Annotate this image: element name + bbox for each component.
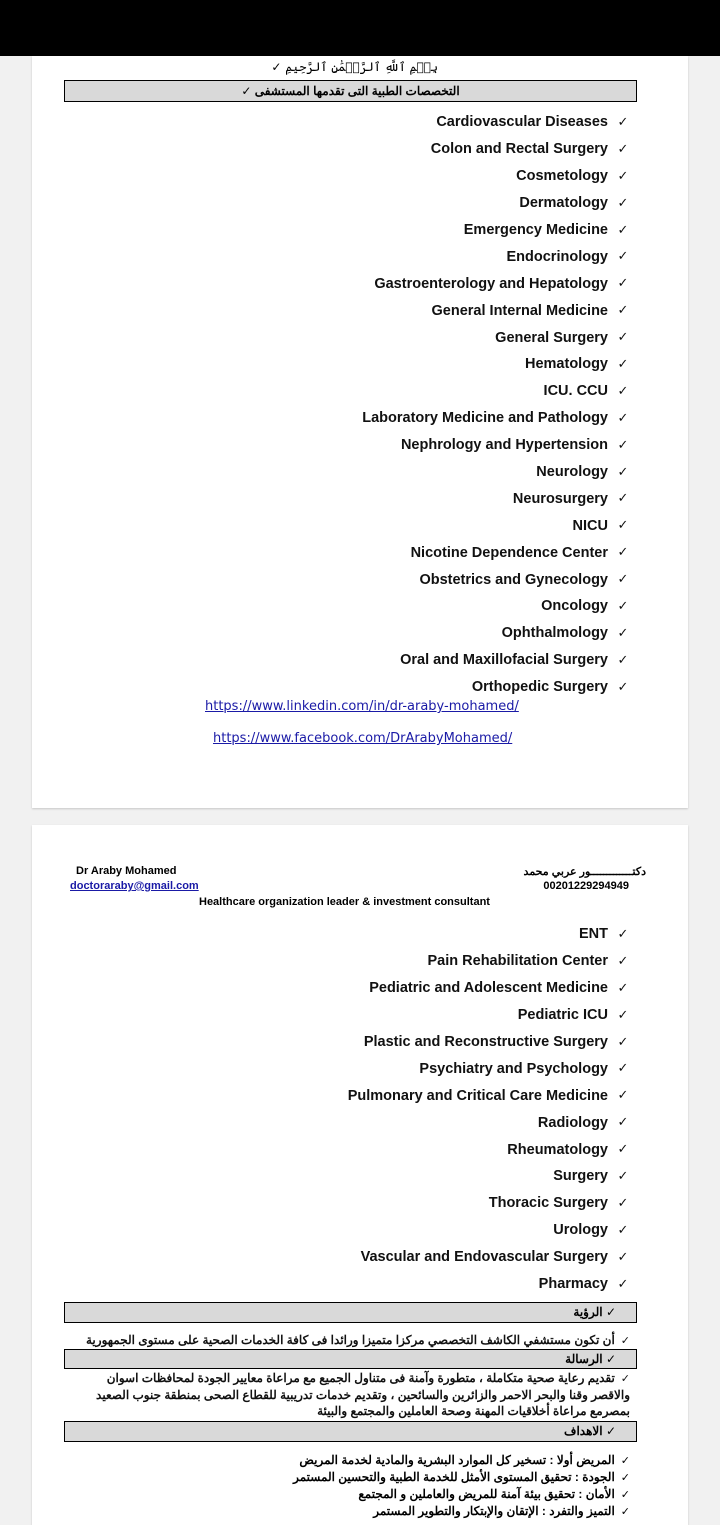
basmala-line: [271, 60, 438, 74]
goal-text: التميز والتفرد : الإتقان والإبتكار والتطوير المستمر: [373, 1504, 615, 1518]
specialty-label: Radiology: [537, 1114, 608, 1131]
goal-item: [232, 1452, 630, 1469]
check-icon: ✓: [617, 1115, 629, 1131]
check-icon: ✓: [617, 518, 629, 534]
author-tagline: Healthcare organization leader & investment consultant: [199, 896, 490, 908]
specialty-item: [362, 647, 630, 674]
specialty-item: [362, 512, 630, 539]
specialty-label: Nephrology and Hypertension: [400, 437, 608, 454]
specialty-label: Vascular and Endovascular Surgery: [360, 1249, 608, 1266]
specialty-label: Urology: [553, 1222, 608, 1239]
goal-text: الأمان : تحقيق بيئة آمنة للمريض والعاملين و المجتمع: [358, 1487, 615, 1501]
goal-item: [232, 1486, 630, 1503]
specialty-item: [362, 566, 630, 593]
specialty-label: Pain Rehabilitation Center: [427, 953, 608, 970]
check-icon: ✓: [617, 1061, 629, 1077]
specialty-item: [348, 1271, 630, 1298]
mission-text: تقديم رعاية صحية متكاملة ، متطورة وآمنة فى متناول الجميع مع مراعاة معايير الجودة لمحافظات اسوان والاقصر وقنا والبحر الاحمر والزائرين والسائحين ، وتقديم خدمات تدريبية للقطاع الصحى بمنطقة جنوب الصعيد بمصرمع مراعاة أخلاقيات المهنة وصحة العاملين والمجتمع والبيئة: [96, 1371, 630, 1418]
check-icon: ✓: [620, 1454, 630, 1467]
specialty-item: [362, 297, 630, 324]
specialty-label: Oncology: [541, 598, 608, 615]
check-icon: ✓: [617, 195, 629, 211]
check-icon: ✓: [617, 1168, 629, 1184]
specialty-label: Pediatric and Adolescent Medicine: [369, 980, 608, 997]
specialty-label: General Internal Medicine: [431, 302, 608, 319]
check-icon: ✓: [617, 276, 629, 292]
specialty-label: General Surgery: [495, 329, 608, 346]
specialty-item: [348, 921, 630, 948]
specialty-label: Surgery: [553, 1168, 608, 1185]
check-icon: ✓: [617, 1088, 629, 1104]
specialty-item: [348, 1029, 630, 1056]
specialty-label: Nicotine Dependence Center: [410, 544, 608, 561]
check-icon: ✓: [617, 141, 629, 157]
specialty-label: Cosmetology: [516, 168, 608, 185]
specialty-label: Gastroenterology and Hepatology: [374, 275, 608, 292]
specialty-item: [362, 136, 630, 163]
check-icon: ✓: [617, 168, 629, 184]
specialty-label: Neurology: [536, 464, 608, 481]
specialty-item: [362, 351, 630, 378]
specialty-label: ICU. CCU: [543, 383, 608, 400]
specialty-item: [348, 1002, 630, 1029]
specialty-label: Endocrinology: [506, 248, 608, 265]
goal-item: [232, 1469, 630, 1486]
specialty-item: [362, 674, 630, 701]
specialty-item: [362, 270, 630, 297]
specialty-label: Orthopedic Surgery: [471, 679, 608, 696]
document-page-1: [32, 56, 688, 808]
specialties-heading: التخصصات الطبية التى تقدمها المستشفى: [254, 84, 460, 98]
vision-heading-bar: [64, 1302, 637, 1323]
specialty-label: Hematology: [525, 356, 608, 373]
top-status-bar: [0, 0, 720, 56]
mission-heading: الرسالة: [565, 1352, 603, 1366]
check-icon: ✓: [620, 1372, 630, 1385]
check-icon: ✓: [605, 1305, 616, 1319]
specialty-label: Oral and Maxillofacial Surgery: [400, 652, 608, 669]
specialty-label: Pharmacy: [538, 1276, 608, 1293]
vision-text: أن تكون مستشفي الكاشف التخصصي مركزا متميزا ورائدا فى كافة الخدمات الصحية على مستوى الجمهورية: [86, 1333, 615, 1347]
specialty-item: [362, 163, 630, 190]
specialties-list-2: [348, 921, 630, 1297]
specialty-item: [348, 1217, 630, 1244]
specialty-label: Plastic and Reconstructive Surgery: [363, 1034, 608, 1050]
check-icon: ✓: [605, 1352, 616, 1366]
author-name-en: Dr Araby Mohamed: [76, 865, 177, 877]
check-icon: ✓: [617, 464, 629, 480]
specialty-label: ENT: [579, 926, 608, 943]
check-icon: ✓: [617, 679, 629, 695]
specialty-item: [348, 975, 630, 1002]
specialty-item: [362, 485, 630, 512]
specialty-label: Emergency Medicine: [463, 222, 608, 238]
check-icon: ✓: [617, 330, 629, 346]
specialty-label: Colon and Rectal Surgery: [430, 141, 608, 158]
specialty-label: Neurosurgery: [512, 490, 608, 507]
goal-text: الجودة : تحقيق المستوى الأمثل للخدمة الطبية والتحسين المستمر: [293, 1470, 615, 1484]
check-icon: ✓: [617, 1276, 629, 1292]
check-icon: ✓: [617, 545, 629, 561]
vision-text-line: [68, 1332, 630, 1349]
check-icon: ✓: [617, 1222, 629, 1238]
check-icon: ✓: [617, 1195, 629, 1211]
goals-heading-bar: [64, 1421, 637, 1442]
specialty-label: Psychiatry and Psychology: [419, 1060, 608, 1077]
check-icon: ✓: [617, 249, 629, 265]
specialty-item: [362, 620, 630, 647]
check-icon: ✓: [617, 410, 629, 426]
vision-heading: الرؤية: [573, 1305, 603, 1319]
check-icon: ✓: [617, 1249, 629, 1265]
check-icon: ✓: [620, 1505, 630, 1518]
specialty-item: [348, 1244, 630, 1271]
check-icon: ✓: [620, 1334, 630, 1347]
basmala-text: بِسۡمِ ٱللَّهِ ٱلرَّحۡمَٰنِ ٱلرَّحِيمِ: [285, 60, 438, 74]
check-icon: ✓: [620, 1488, 630, 1501]
author-email-link[interactable]: doctoraraby@gmail.com: [70, 880, 199, 892]
specialty-label: Dermatology: [519, 195, 608, 212]
specialty-item: [362, 217, 630, 244]
specialty-item: [362, 378, 630, 405]
specialties-list-1: [362, 109, 630, 701]
check-icon: ✓: [617, 953, 629, 969]
specialties-heading-bar: [64, 80, 637, 102]
check-icon: ✓: [617, 1034, 629, 1050]
specialty-item: [348, 1082, 630, 1109]
linkedin-link[interactable]: https://www.linkedin.com/in/dr-araby-mohamed/: [205, 699, 519, 714]
check-icon: ✓: [617, 437, 629, 453]
specialty-item: [348, 1190, 630, 1217]
specialty-label: Rheumatology: [507, 1141, 608, 1158]
check-icon: ✓: [617, 572, 629, 588]
check-icon: ✓: [617, 980, 629, 996]
check-icon: ✓: [617, 652, 629, 668]
specialty-item: [362, 432, 630, 459]
facebook-link[interactable]: https://www.facebook.com/DrArabyMohamed/: [213, 731, 513, 746]
goal-item: [232, 1503, 630, 1520]
specialty-item: [362, 109, 630, 136]
specialty-label: Ophthalmology: [501, 625, 608, 642]
check-icon: ✓: [617, 491, 629, 507]
mission-heading-bar: [64, 1349, 637, 1369]
specialty-item: [362, 243, 630, 270]
specialty-item: [362, 324, 630, 351]
specialty-label: Pediatric ICU: [517, 1007, 608, 1024]
check-icon: ✓: [617, 383, 629, 399]
check-icon: ✓: [271, 60, 282, 74]
check-icon: ✓: [617, 356, 629, 372]
specialty-label: Laboratory Medicine and Pathology: [362, 410, 608, 427]
check-icon: ✓: [605, 1424, 616, 1438]
check-icon: ✓: [617, 625, 629, 641]
check-icon: ✓: [617, 598, 629, 614]
specialty-item: [348, 1055, 630, 1082]
goals-heading: الاهداف: [564, 1424, 603, 1438]
author-name-ar: دكتـــــــــــــور عربي محمد: [523, 866, 646, 878]
document-page-2: [32, 825, 688, 1525]
check-icon: ✓: [617, 926, 629, 942]
check-icon: ✓: [620, 1471, 630, 1484]
goal-text: المريض أولا : تسخير كل الموارد البشرية والمادية لخدمة المريض: [299, 1453, 615, 1467]
specialty-label: Obstetrics and Gynecology: [419, 571, 608, 588]
specialty-item: [348, 1109, 630, 1136]
specialty-item: [348, 1163, 630, 1190]
specialty-item: [362, 190, 630, 217]
specialty-item: [348, 1136, 630, 1163]
check-icon: ✓: [617, 114, 629, 130]
check-icon: ✓: [617, 1142, 629, 1158]
specialty-item: [362, 405, 630, 432]
check-icon: ✓: [617, 1007, 629, 1023]
mission-text-block: [66, 1370, 630, 1419]
check-icon: ✓: [241, 84, 252, 98]
specialty-item: [362, 593, 630, 620]
check-icon: ✓: [617, 222, 629, 238]
specialty-label: NICU: [572, 517, 608, 534]
specialty-label: Pulmonary and Critical Care Medicine: [347, 1087, 608, 1104]
specialty-label: Cardiovascular Diseases: [436, 114, 608, 131]
specialty-item: [348, 948, 630, 975]
author-phone: 00201229294949: [543, 880, 629, 892]
goals-list: [232, 1452, 630, 1520]
specialty-label: Thoracic Surgery: [488, 1195, 608, 1212]
specialty-item: [362, 539, 630, 566]
specialty-item: [362, 459, 630, 486]
check-icon: ✓: [617, 303, 629, 319]
